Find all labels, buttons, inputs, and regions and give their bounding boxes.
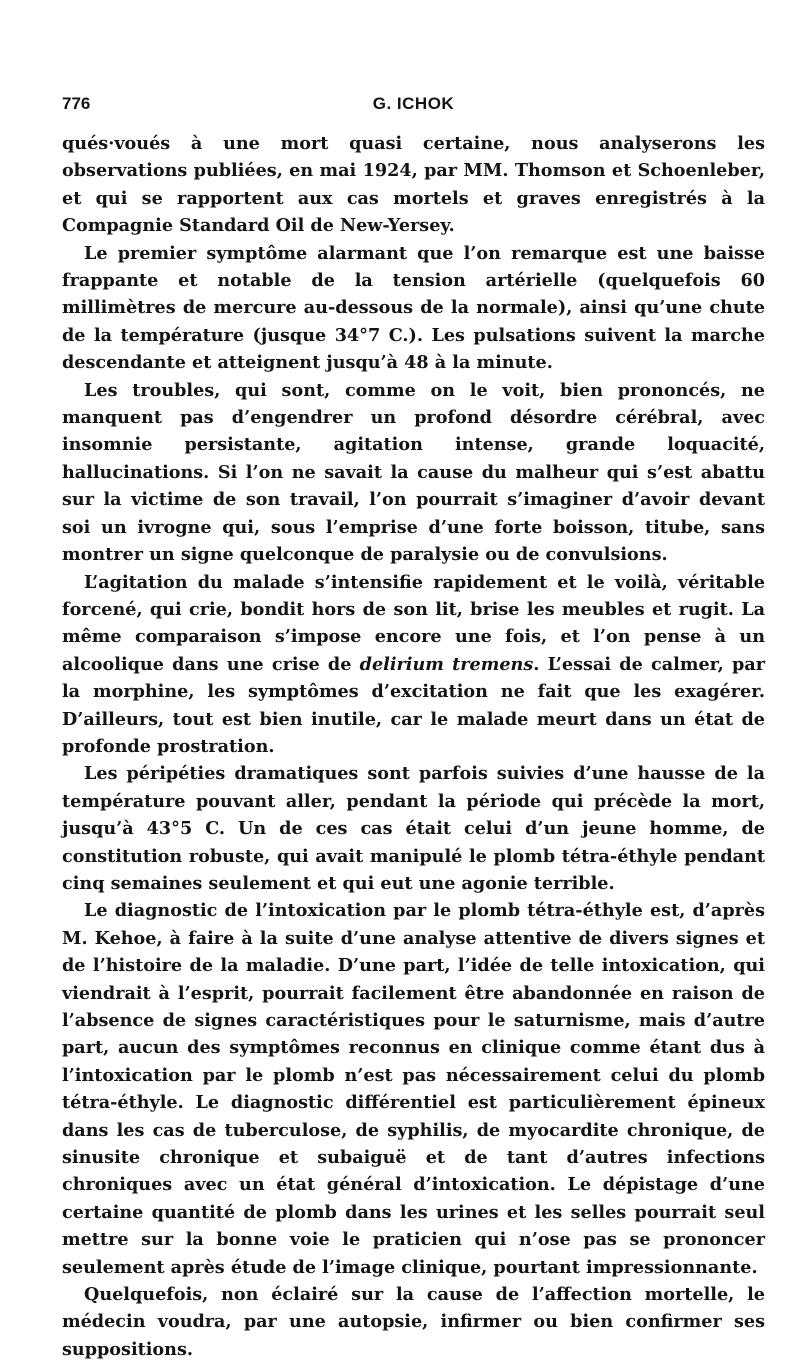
delirium-tremens-italic: delirium tremens [359,653,534,675]
paragraph-diagnostic: Le diagnostic de l’intoxication par le plomb tétra-éthyle est, d’après M. Kehoe, à faire à la suite d’une analyse attentive de divers signes et de l’histoire de la maladie. D’une part, l’idée de telle intoxication, qui viendrait à l’esprit, pourrait facilement être abandonnée en raison de l’absence de signes caractéristiques pour le saturnisme, mais d’autre part, aucun des symptômes reconnus en clinique comme étant dus à l’intoxication par le plomb n’est pas nécessairement celui du plomb tétra-éthyle. Le diagnostic différentiel est particulièrement épineux dans les cas de tuberculose, de syphilis, de myocardite chronique, de sinusite chronique et subaiguë et de tant d’autres infections chroniques avec un état général d’intoxication. Le dépistage d’une certaine quantité de plomb dans les urines et les selles pourrait seul mettre sur la bonne voie le praticien qui n’ose pas se prononcer seulement après étude de l’image clinique, pourtant impressionnante. [62,900,765,1278]
running-head-author: G. ICHOK [372,94,455,113]
paragraph-peripeties: Les péripéties dramatiques sont parfois suivies d’une hausse de la température pouvant aller, pendant la période qui précède la mort, jusqu’à 43°5 C. Un de ces cas était celui d’un jeune homme, de constitution robuste, qui avait manipulé le plomb tétra-éthyle pendant cinq semaines seulement et qui eut une agonie terrible. [62,763,765,894]
paragraph-agitation-part-1: L’agitation du malade s’intensifie rapidement et le voilà, véritable forcené, qui crie, bondit hors de son lit, brise les meubles et rugit. La même comparaison s’impose encore une fois, et l’on pense à un alcoolique dans une crise de [62,571,765,675]
book-page [62,94,765,1363]
paragraph-first-symptom: Le premier symptôme alarmant que l’on remarque est une baisse frappante et notable de la tension artérielle (quelquefois 60 millimètres de mercure au-dessous de la normale), ainsi qu’une chute de la température (jusque 34°7 C.). Les pulsations suivent la marche descendante et atteignent jusqu’à 48 à la minute. [62,242,765,374]
paragraph-agitation [62,569,765,761]
paragraph-autopsie: Quelquefois, non éclairé sur la cause de l’affection mortelle, le médecin voudra, par une autopsie, infirmer ou bien confirmer ses suppositions. [62,1284,765,1360]
paragraph-agitation-part-2: . L’essai de calmer, par la morphine, les symptômes d’excitation ne fait que les exagérer. D’ailleurs, tout est bien inutile, car le malade meurt dans un état de profonde prostration. [62,653,765,757]
paragraph-troubles: Les troubles, qui sont, comme on le voit, bien prononcés, ne manquent pas d’engendrer un profond désordre cérébral, avec insomnie persistante, agitation intense, grande loquacité, hallucinations. Si l’on ne savait la cause du malheur qui s’est abattu sur la victime de son travail, l’on pourrait s’imaginer d’avoir devant soi un ivrogne qui, sous l’emprise d’une forte boisson, titube, sans montrer un signe quelconque de paralysie ou de convulsions. [62,379,765,566]
paragraph-continuation: qués·voués à une mort quasi certaine, nous analyserons les observations publiées, en mai 1924, par MM. Thomson et Schoenleber, et qui se rapportent aux cas mortels et graves enregistrés à la Compagnie Standard Oil de New-Yersey. [62,133,765,237]
page-number: 776 [62,94,91,113]
page-header [62,94,765,130]
body-text [62,130,765,1363]
